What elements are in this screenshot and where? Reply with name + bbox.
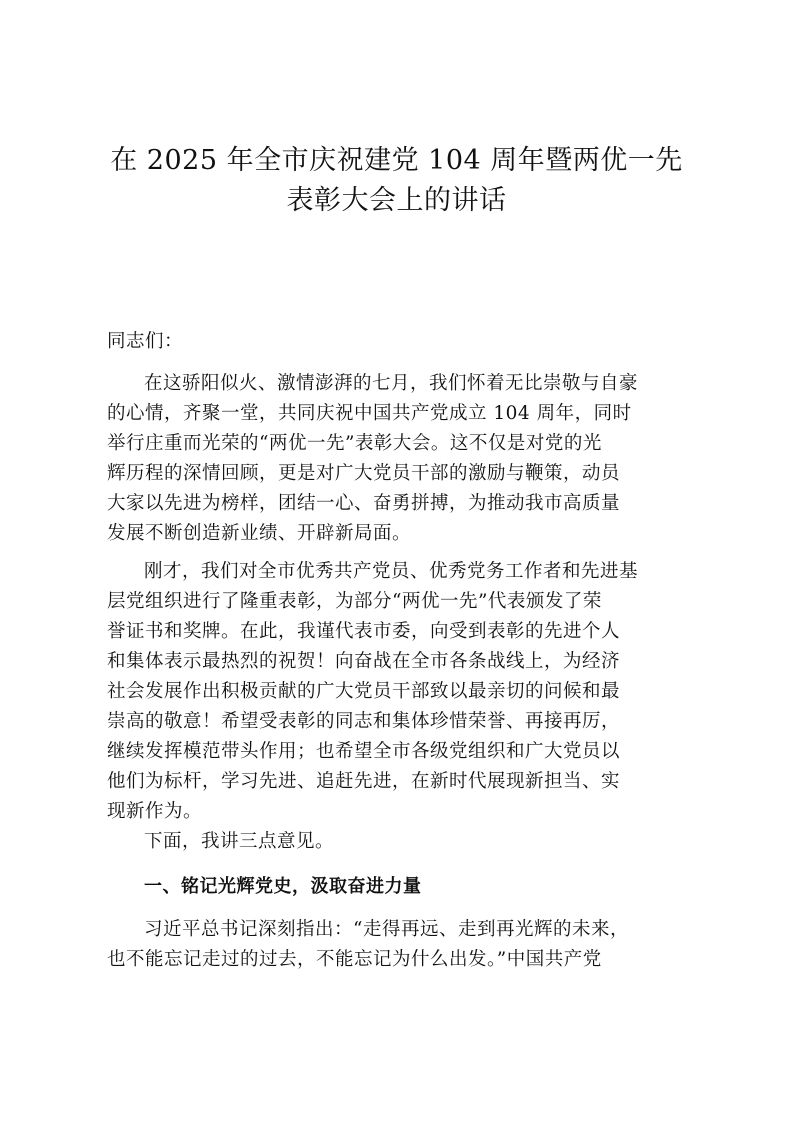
paragraph-line: 辉历程的深情回顾，更是对广大党员干部的激励与鞭策，动员 [107, 463, 621, 484]
paragraph-line: 层党组织进行了隆重表彰，为部分“两优一先”代表颁发了荣 [107, 591, 602, 612]
paragraph-4 [107, 915, 689, 975]
paragraph-line: 发展不断创造新业绩、开辟新局面。 [107, 523, 412, 544]
paragraph-line: 继续发挥模范带头作用；也希望全市各级党组织和广大党员以 [107, 741, 621, 762]
salutation: 同志们： [107, 331, 184, 352]
paragraph-2 [107, 557, 689, 827]
paragraph-line: 大家以先进为榜样，团结一心、奋勇拼搏，为推动我市高质量 [107, 493, 621, 514]
paragraph-line: 和集体表示最热烈的祝贺！向奋战在全市各条战线上，为经济 [107, 651, 621, 672]
paragraph-line: 也不能忘记走过的过去，不能忘记为什么出发。”中国共产党 [107, 949, 602, 970]
paragraph-line: 的心情，齐聚一堂，共同庆祝中国共产党成立 104 周年，同时 [107, 403, 632, 424]
paragraph-line: 现新作为。 [107, 801, 203, 822]
paragraph-line: 习近平总书记深刻指出：“走得再远、走到再光辉的未来， [144, 919, 629, 940]
paragraph-line: 他们为标杆，学习先进、追赶先进，在新时代展现新担当、实 [107, 771, 621, 792]
document-title-line-1: 在 2025 年全市庆祝建党 104 周年暨两优一先 [110, 145, 683, 176]
paragraph-1 [107, 369, 689, 549]
paragraph-line: 刚才，我们对全市优秀共产党员、优秀党务工作者和先进基 [144, 561, 639, 582]
paragraph-line: 社会发展作出积极贡献的广大党员干部致以最亲切的问候和最 [107, 681, 621, 702]
paragraph-line: 誉证书和奖牌。在此，我谨代表市委，向受到表彰的先进个人 [107, 621, 621, 642]
document-title-line-2: 表彰大会上的讲话 [286, 185, 507, 216]
paragraph-line: 举行庄重而光荣的“两优一先”表彰大会。这不仅是对党的光 [107, 433, 602, 454]
paragraph-line: 崇高的敬意！希望受表彰的同志和集体珍惜荣誉、再接再厉， [107, 711, 621, 732]
section-heading-1: 一、铭记光辉党史，汲取奋进力量 [144, 876, 422, 897]
paragraph-line: 在这骄阳似火、激情澎湃的七月，我们怀着无比崇敬与自豪 [144, 373, 639, 394]
paragraph-line: 下面，我讲三点意见。 [144, 831, 335, 852]
paragraph-3 [107, 827, 689, 857]
